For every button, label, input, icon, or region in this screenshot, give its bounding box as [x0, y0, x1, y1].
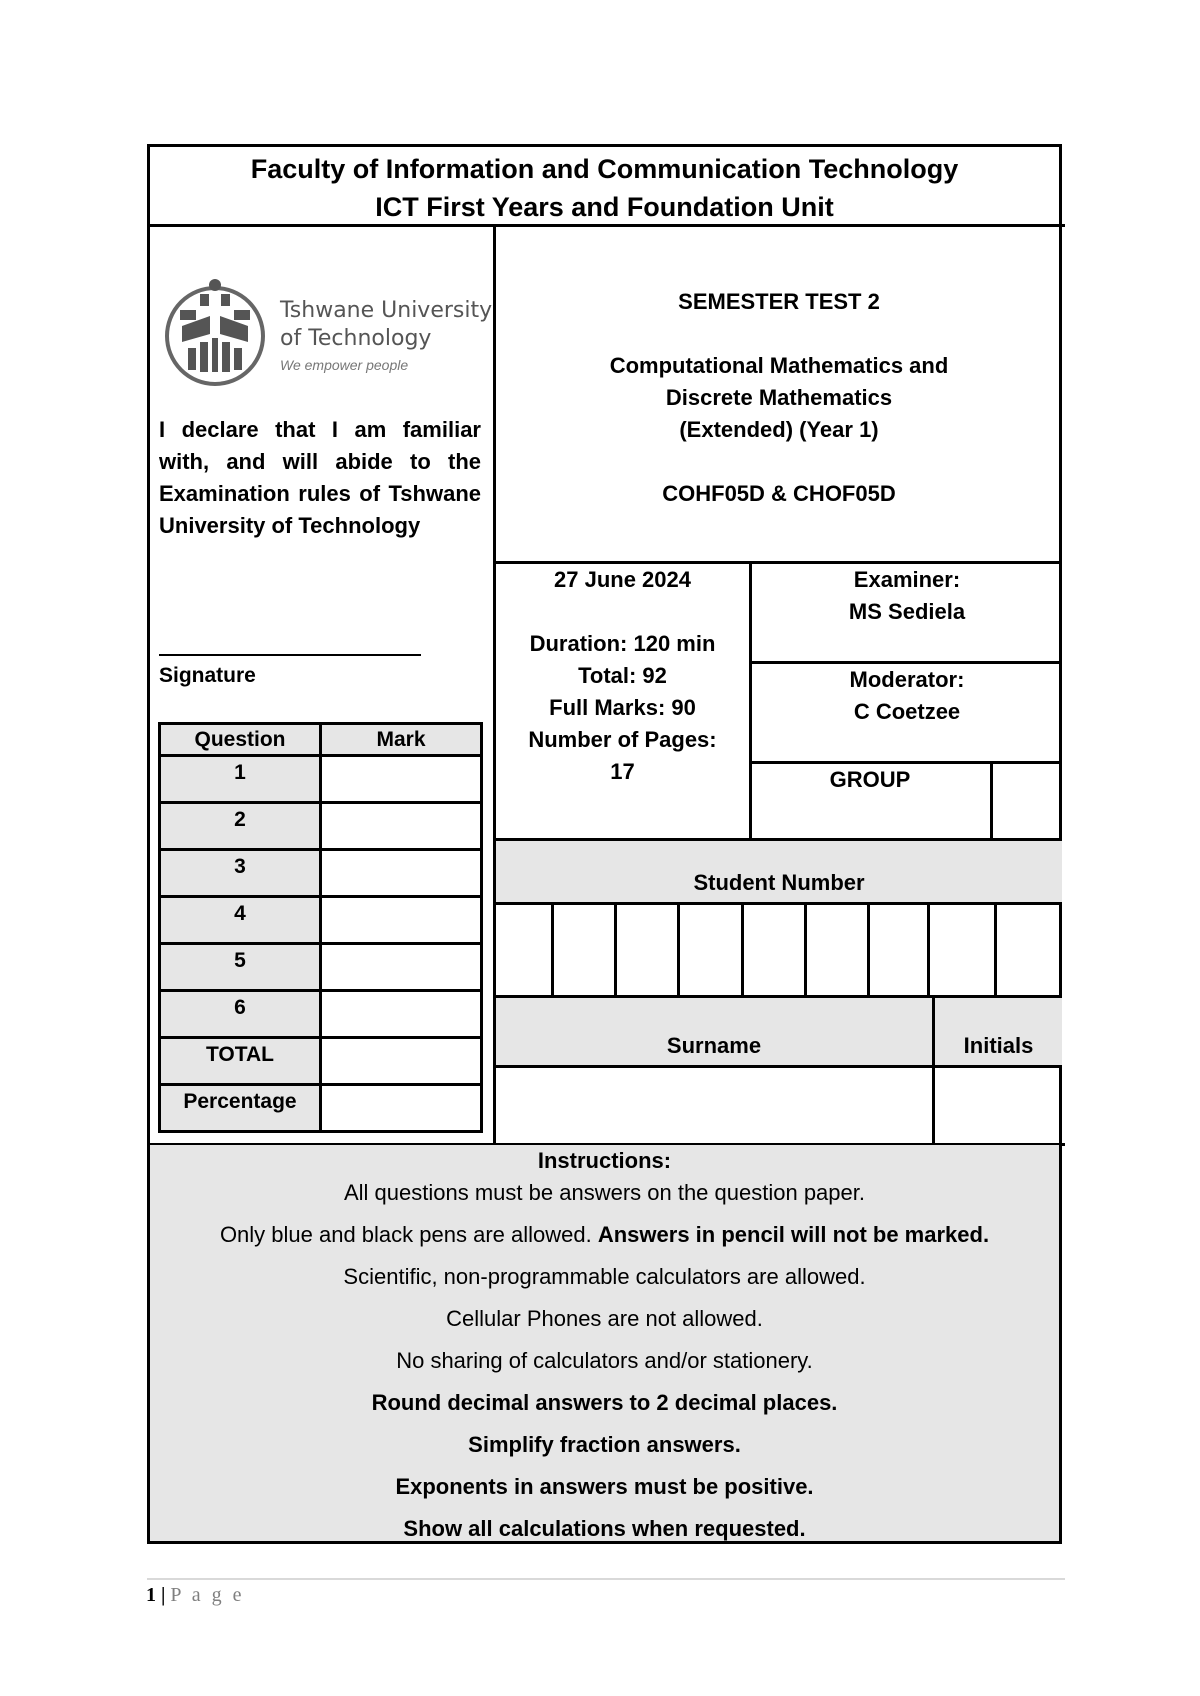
instruction-item: [150, 1222, 1059, 1248]
declaration-text: I declare that I am familiar with, and will abide to the Examination rules of Tshwane University of Technology: [159, 417, 481, 538]
signature-label: Signature: [159, 664, 256, 687]
question-label: 4: [160, 897, 321, 944]
test-title: SEMESTER TEST 2: [678, 289, 880, 314]
page-word: P a g e: [170, 1584, 245, 1606]
percentage-label: Percentage: [160, 1085, 321, 1132]
page-footer: [146, 1584, 245, 1607]
mark-cell[interactable]: [321, 944, 482, 991]
mark-cell[interactable]: [321, 756, 482, 803]
marks-header-question: Question: [160, 724, 321, 756]
mark-cell[interactable]: [321, 850, 482, 897]
instructions-heading: Instructions:: [537, 1148, 672, 1173]
marks-header-mark: Mark: [321, 724, 482, 756]
student-number-label: Student Number: [693, 870, 865, 895]
table-row: [160, 1038, 482, 1085]
student-number-digit[interactable]: [496, 905, 554, 995]
examiner-name: MS Sediela: [848, 599, 966, 624]
student-number-digit[interactable]: [680, 905, 744, 995]
page-separator: |: [161, 1584, 166, 1606]
table-row: [160, 944, 482, 991]
student-number-digit[interactable]: [554, 905, 617, 995]
instruction-item: Round decimal answers to 2 decimal places.: [371, 1390, 838, 1415]
faculty-header: [150, 150, 1059, 226]
question-label: 6: [160, 991, 321, 1038]
group-label: GROUP: [829, 767, 911, 792]
instruction-pencil: Answers in pencil will not be marked.: [597, 1222, 990, 1247]
moderator-box: [752, 664, 1062, 728]
student-number-header: [496, 841, 1062, 903]
question-label: 2: [160, 803, 321, 850]
table-row: [160, 1085, 482, 1132]
table-row: [160, 803, 482, 850]
moderator-name: C Coetzee: [853, 699, 961, 724]
logo-tagline: We empower people: [280, 357, 409, 373]
total-cell[interactable]: [321, 1038, 482, 1085]
page-number: 1: [146, 1584, 156, 1606]
mark-cell[interactable]: [321, 991, 482, 1038]
mark-cell[interactable]: [321, 803, 482, 850]
student-number-digit[interactable]: [807, 905, 870, 995]
logo-name-line1: Tshwane University: [280, 298, 493, 323]
table-row: [160, 756, 482, 803]
pages-label: Number of Pages:: [528, 727, 717, 752]
moderator-label: Moderator:: [849, 667, 965, 692]
examiner-label: Examiner:: [853, 567, 961, 592]
question-label: 5: [160, 944, 321, 991]
exam-details: [496, 564, 749, 788]
student-number-digit[interactable]: [870, 905, 930, 995]
instruction-item: Show all calculations when requested.: [403, 1516, 806, 1541]
subject-line3: (Extended) (Year 1): [679, 417, 879, 442]
instruction-item: Cellular Phones are not allowed.: [446, 1306, 763, 1331]
total-label: TOTAL: [160, 1038, 321, 1085]
table-row: [160, 850, 482, 897]
unit-title: ICT First Years and Foundation Unit: [375, 192, 834, 222]
student-number-digit[interactable]: [930, 905, 997, 995]
student-number-digit[interactable]: [997, 905, 1062, 995]
instruction-item: Scientific, non-programmable calculators are allowed.: [343, 1264, 866, 1289]
table-row: [160, 897, 482, 944]
header-divider: [147, 224, 1065, 227]
table-row: [160, 991, 482, 1038]
instruction-item: No sharing of calculators and/or stationery.: [396, 1348, 813, 1373]
footer-rule: [147, 1578, 1065, 1580]
question-label: 1: [160, 756, 321, 803]
mark-cell[interactable]: [321, 897, 482, 944]
subject-line2: Discrete Mathematics: [665, 385, 893, 410]
surname-label: Surname: [666, 1033, 762, 1058]
student-number-digit[interactable]: [617, 905, 680, 995]
instruction-item: Exponents in answers must be positive.: [395, 1474, 814, 1499]
module-codes: COHF05D & CHOF05D: [662, 481, 896, 506]
tut-crest-icon: [160, 276, 270, 386]
student-number-digit[interactable]: [744, 905, 807, 995]
initials-label: Initials: [963, 1033, 1034, 1058]
logo-name-line2: of Technology: [280, 326, 432, 351]
instruction-item: All questions must be answers on the question paper.: [344, 1180, 865, 1205]
surname-header: [496, 998, 932, 1065]
student-number-boxes: [496, 905, 1062, 995]
percentage-cell[interactable]: [321, 1085, 482, 1132]
exam-date: 27 June 2024: [554, 567, 691, 592]
exam-full-marks: Full Marks: 90: [549, 695, 696, 720]
instruction-pens: Only blue and black pens are allowed.: [219, 1222, 598, 1247]
signature-line[interactable]: [159, 654, 421, 656]
instruction-item: Simplify fraction answers.: [468, 1432, 741, 1457]
group-field[interactable]: [993, 764, 1062, 840]
exam-duration: Duration: 120 min: [529, 631, 716, 656]
subject-line1: Computational Mathematics and: [609, 353, 949, 378]
exam-total: Total: 92: [578, 663, 667, 688]
question-label: 3: [160, 850, 321, 897]
faculty-title: Faculty of Information and Communication Technology: [250, 154, 959, 184]
surname-field[interactable]: [496, 1068, 932, 1145]
marks-table: [158, 722, 483, 1133]
pages-value: 17: [610, 759, 635, 784]
initials-header: [935, 998, 1062, 1065]
initials-field[interactable]: [935, 1068, 1062, 1145]
examiner-box: [752, 564, 1062, 628]
test-info: [496, 286, 1062, 510]
